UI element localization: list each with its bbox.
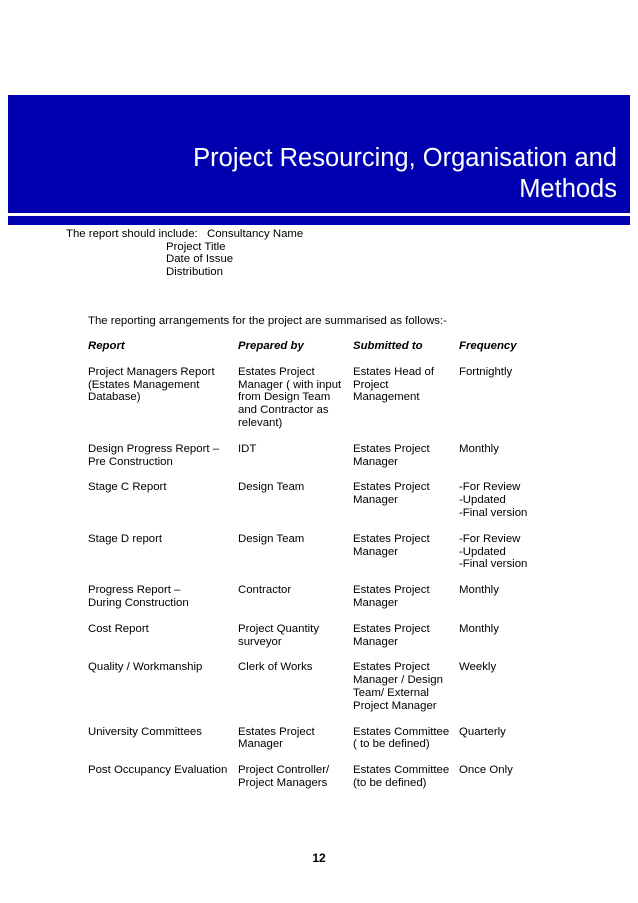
cell-report: Quality / Workmanship	[88, 661, 203, 674]
header-report: Report	[88, 340, 125, 352]
cell-frequency: Monthly	[459, 622, 499, 635]
cell-prepared-by: Project Quantity surveyor	[238, 622, 320, 648]
cell-report: University Committees	[88, 725, 202, 738]
intro-item: Date of Issue	[166, 253, 234, 266]
table-row	[88, 623, 549, 662]
cell-prepared-by: Estates Project Manager ( with input from Design Team and Contractor as relevant)	[238, 365, 342, 429]
cell-submitted-to: Estates Project Manager	[353, 442, 430, 468]
intro-item: Project Title	[166, 240, 226, 253]
cell-frequency: Weekly	[459, 661, 497, 674]
table-row	[88, 764, 549, 803]
cell-report: Stage C Report	[88, 481, 167, 494]
table-row	[88, 366, 549, 443]
table-header-row	[88, 340, 549, 366]
intro-label: The report should include:	[66, 228, 198, 240]
cell-frequency: Monthly	[459, 584, 499, 597]
intro-item: Distribution	[166, 265, 223, 278]
table-row	[88, 726, 549, 765]
cell-frequency: Once Only	[459, 764, 513, 777]
cell-prepared-by: IDT	[238, 442, 257, 455]
cell-frequency: Quarterly	[459, 725, 506, 738]
banner-underline	[8, 216, 630, 225]
table-row	[88, 533, 549, 584]
page-title-line2: Methods	[519, 175, 617, 203]
cell-submitted-to: Estates Project Manager / Design Team/ External Project Manager	[353, 661, 443, 712]
table-row	[88, 661, 549, 725]
header-submitted-to: Submitted to	[353, 340, 423, 352]
cell-frequency: -For Review -Updated -Final version	[459, 481, 528, 519]
reporting-table	[88, 340, 549, 803]
cell-report: Post Occupancy Evaluation	[88, 764, 228, 777]
summary-text: The reporting arrangements for the project are summarised as follows:-	[88, 315, 447, 327]
cell-prepared-by: Design Team	[238, 532, 305, 545]
cell-submitted-to: Estates Committee ( to be defined)	[353, 725, 450, 751]
cell-report: Project Managers Report (Estates Management Database)	[88, 365, 215, 404]
table-row	[88, 481, 549, 532]
cell-submitted-to: Estates Project Manager	[353, 532, 430, 558]
cell-prepared-by: Contractor	[238, 584, 292, 597]
table-row	[88, 584, 549, 623]
header-prepared-by: Prepared by	[238, 340, 304, 352]
cell-prepared-by: Clerk of Works	[238, 661, 313, 674]
cell-frequency: -For Review -Updated -Final version	[459, 532, 528, 571]
cell-submitted-to: Estates Project Manager	[353, 481, 430, 507]
page-title	[20, 143, 617, 205]
header-frequency: Frequency	[459, 340, 517, 352]
cell-report: Stage D report	[88, 532, 163, 545]
intro-items	[166, 228, 303, 278]
cell-report: Design Progress Report – Pre Construction	[88, 442, 220, 468]
page-number: 12	[312, 851, 326, 865]
cell-submitted-to: Estates Project Manager	[353, 584, 430, 609]
table-row	[88, 443, 549, 482]
cell-submitted-to: Estates Head of Project Management	[353, 365, 435, 404]
page-title-line1: Project Resourcing, Organisation and	[193, 144, 617, 172]
intro-item: Consultancy Name	[207, 228, 304, 240]
cell-report: Progress Report – During Construction	[88, 584, 189, 609]
cell-frequency: Monthly	[459, 442, 499, 455]
cell-submitted-to: Estates Committee (to be defined)	[353, 764, 450, 789]
cell-prepared-by: Design Team	[238, 481, 305, 494]
cell-prepared-by: Project Controller/ Project Managers	[238, 764, 330, 789]
cell-report: Cost Report	[88, 622, 149, 635]
cell-submitted-to: Estates Project Manager	[353, 622, 430, 648]
cell-frequency: Fortnightly	[459, 365, 513, 378]
cell-prepared-by: Estates Project Manager	[238, 725, 315, 751]
